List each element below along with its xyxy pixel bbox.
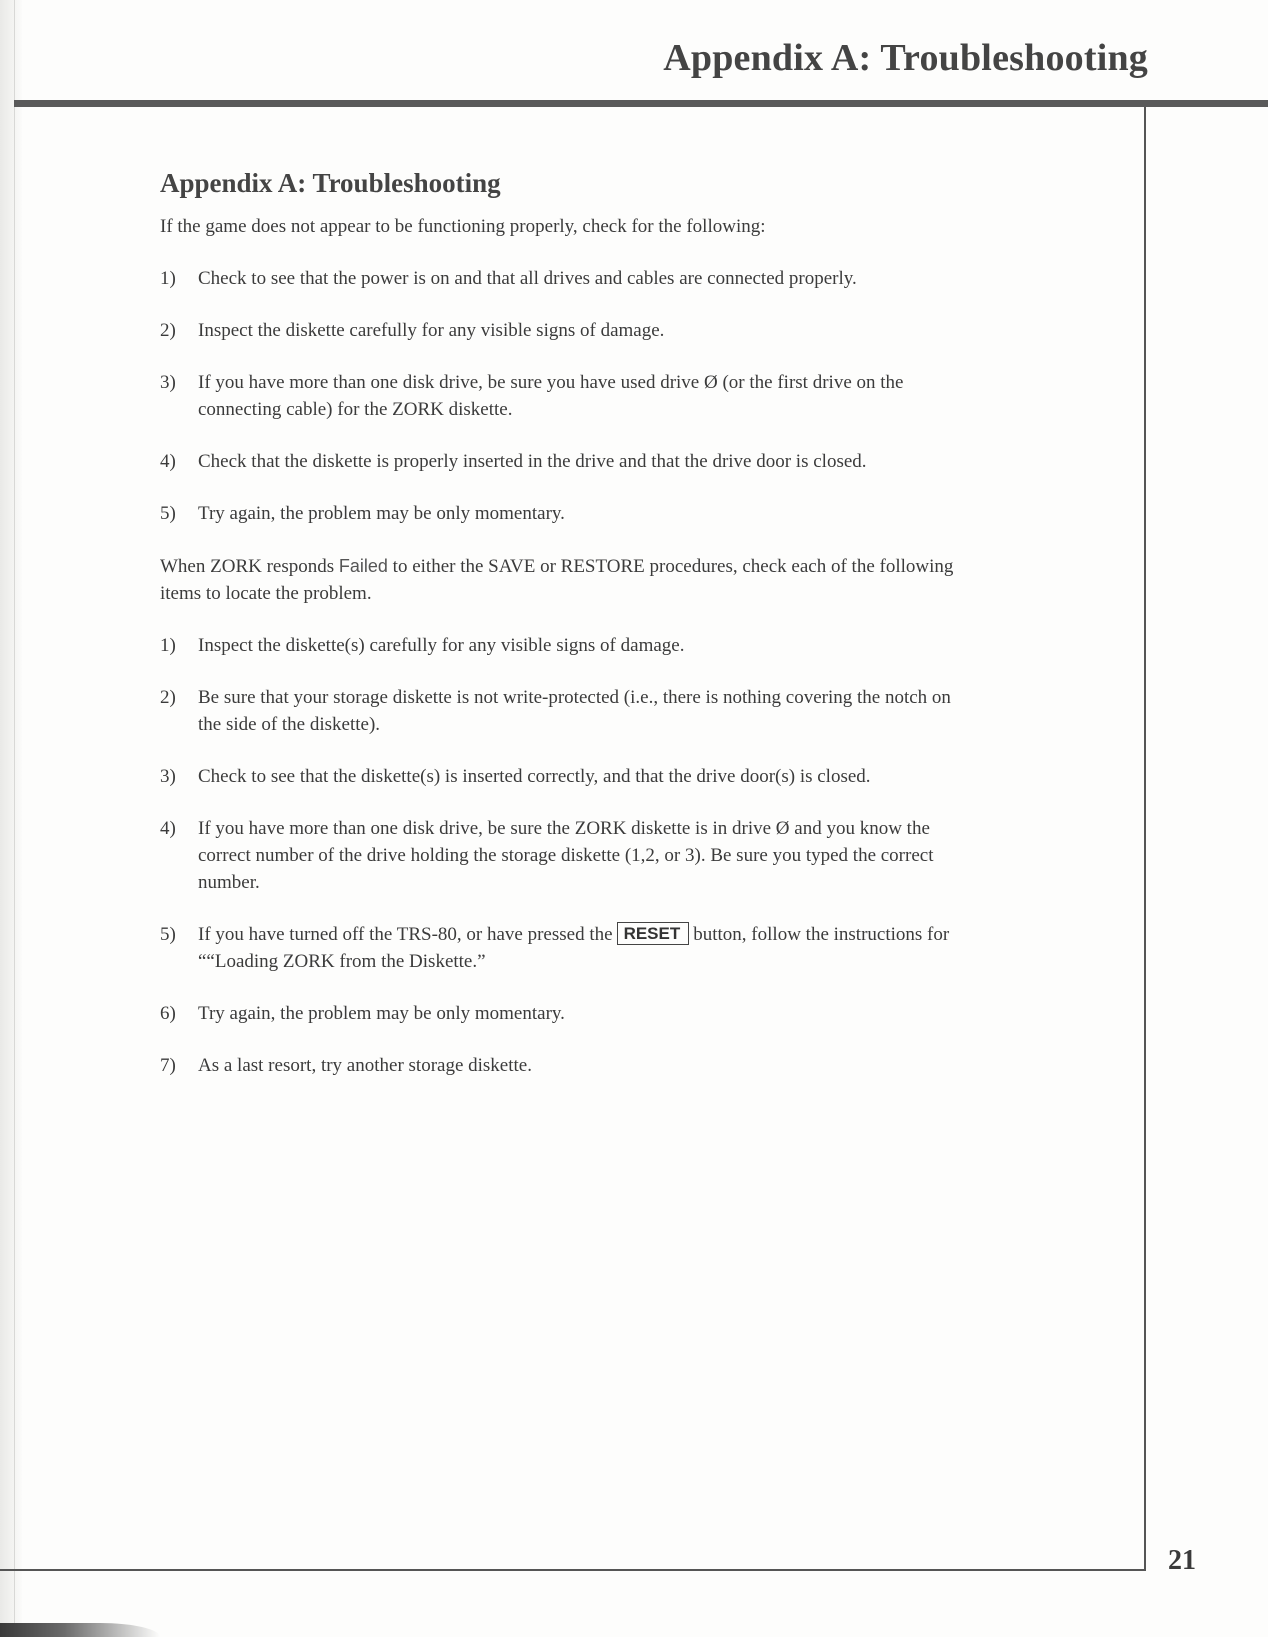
list-item <box>160 815 960 896</box>
list-item <box>160 317 960 344</box>
item-text: Try again, the problem may be only momentary. <box>198 1003 565 1024</box>
item-text: Try again, the problem may be only momentary. <box>198 503 565 524</box>
item-text-before: If you have more than one disk drive, be sure the ZORK diskette is in drive <box>198 818 776 839</box>
item-number: 7) <box>160 1055 176 1076</box>
item-text-after: button, follow the instructions for ““Loading ZORK from the Diskette.” <box>198 924 950 972</box>
header-rule <box>14 100 1268 107</box>
failed-response-word: Failed <box>338 556 388 576</box>
item-text: As a last resort, try another storage diskette. <box>198 1055 532 1076</box>
failed-checklist <box>160 632 960 1079</box>
item-text-before: If you have turned off the TRS-80, or have pressed the <box>198 924 613 945</box>
item-text: Inspect the diskette carefully for any visible signs of damage. <box>198 320 665 341</box>
failed-intro-after: to either the SAVE or RESTORE procedures, check each of the following items to locate the problem. <box>160 556 954 604</box>
page-content <box>160 168 960 1105</box>
item-text-after: and you know the correct number of the drive holding the storage diskette (1,2, or 3). Be sure you typed the correct number. <box>198 818 934 893</box>
frame-right-rule <box>1144 107 1146 1571</box>
item-text <box>198 815 960 896</box>
item-text: Be sure that your storage diskette is not write-protected (i.e., there is nothing covering the notch on the side of the diskette). <box>198 687 951 735</box>
failed-intro-before: When ZORK responds <box>160 556 339 577</box>
item-text-before: If you have more than one disk drive, be sure you have used drive <box>198 372 704 393</box>
list-item <box>160 763 960 790</box>
item-text: Check to see that the power is on and that all drives and cables are connected properly. <box>198 268 857 289</box>
running-head: Appendix A: Troubleshooting <box>663 37 1148 79</box>
item-number: 6) <box>160 1003 176 1024</box>
item-number: 5) <box>160 503 176 524</box>
list-item <box>160 1052 960 1079</box>
reset-key-label: RESET <box>617 922 690 945</box>
section-title: Appendix A: Troubleshooting <box>160 168 501 198</box>
list-item <box>160 921 960 975</box>
item-text-after: (or the first drive on the connecting cable) for the ZORK diskette. <box>198 372 904 420</box>
page-number: 21 <box>1168 1545 1196 1576</box>
item-number: 2) <box>160 687 176 708</box>
item-number: 1) <box>160 268 176 289</box>
page-binding-edge <box>14 0 15 1637</box>
item-number: 3) <box>160 372 176 393</box>
item-number: 1) <box>160 635 176 656</box>
page-corner-shadow <box>0 1623 160 1637</box>
item-text <box>198 921 960 975</box>
intro-paragraph: If the game does not appear to be functioning properly, check for the following: <box>160 216 766 237</box>
item-number: 4) <box>160 818 176 839</box>
item-number: 5) <box>160 924 176 945</box>
list-item <box>160 448 960 475</box>
item-number: 4) <box>160 451 176 472</box>
list-item <box>160 632 960 659</box>
list-item <box>160 684 960 738</box>
slashed-zero: Ø <box>704 372 718 393</box>
list-item <box>160 265 960 292</box>
list-item <box>160 500 960 527</box>
item-text: Check to see that the diskette(s) is inserted correctly, and that the drive door(s) is closed. <box>198 766 871 787</box>
list-item <box>160 1000 960 1027</box>
general-checklist <box>160 265 960 527</box>
item-text: Check that the diskette is properly inserted in the drive and that the drive door is closed. <box>198 451 867 472</box>
failed-intro-paragraph <box>160 553 960 607</box>
item-text <box>198 369 960 423</box>
item-number: 2) <box>160 320 176 341</box>
list-item <box>160 369 960 423</box>
slashed-zero: Ø <box>775 818 790 839</box>
item-text: Inspect the diskette(s) carefully for any visible signs of damage. <box>198 635 685 656</box>
page-binding-shadow <box>0 0 22 1637</box>
frame-bottom-rule <box>0 1569 1146 1571</box>
item-number: 3) <box>160 766 176 787</box>
